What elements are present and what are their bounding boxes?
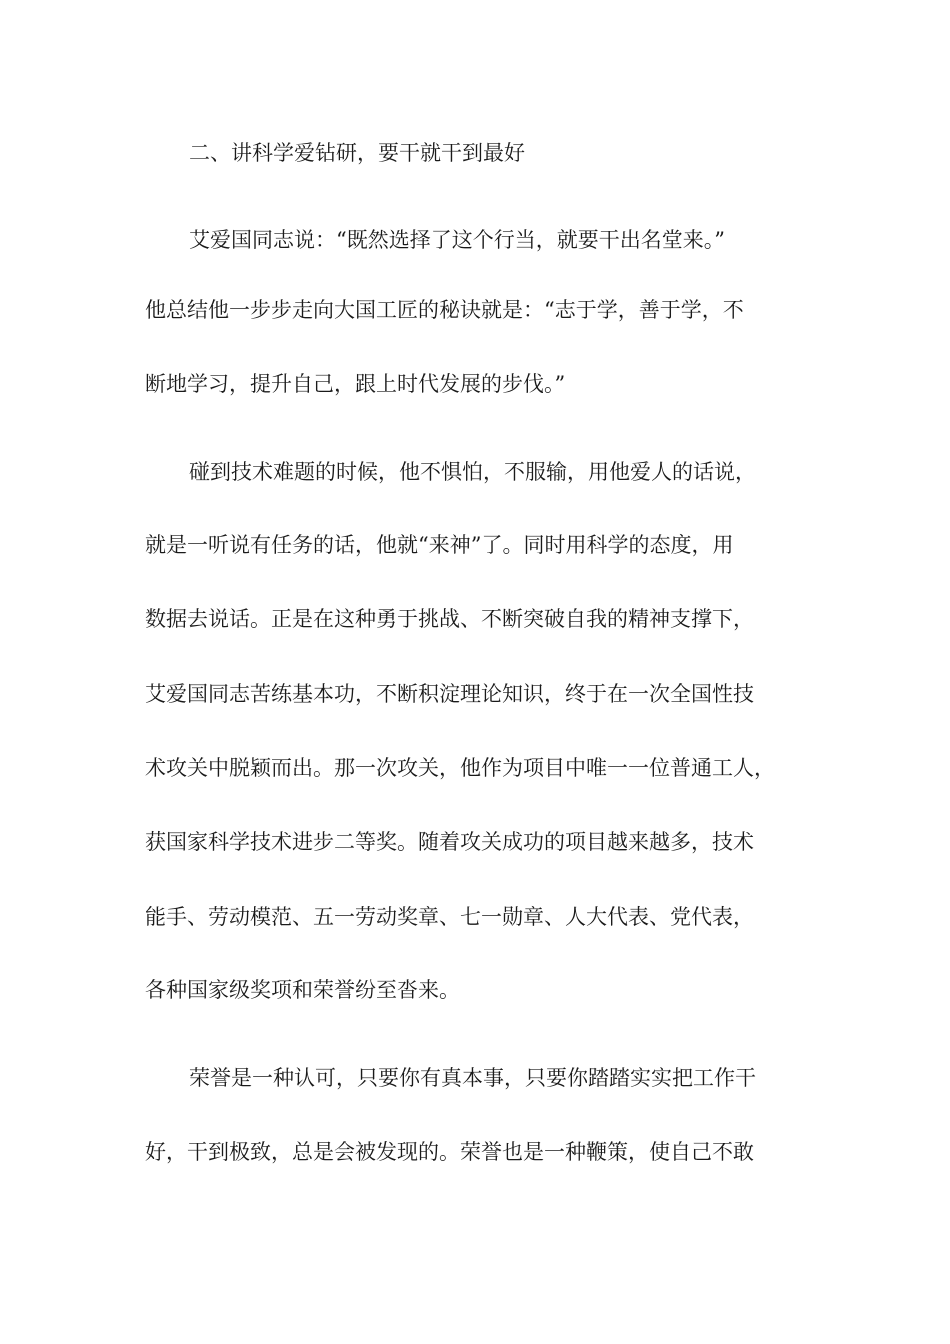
paragraph-line: 断地学习，提升自己，跟上时代发展的步伐。” (145, 372, 566, 396)
paragraph-line: 碰到技术难题的时候，他不惧怕，不服输，用他爱人的话说， (189, 460, 756, 484)
paragraph-line: 数据去说话。正是在这种勇于挑战、不断突破自我的精神支撑下， (145, 607, 754, 631)
paragraph-line: 艾爱国同志说：“既然选择了这个行当，就要干出名堂来。” (189, 228, 725, 252)
paragraph-line: 术攻关中脱颖而出。那一次攻关，他作为项目中唯一一位普通工人， (145, 756, 775, 780)
paragraph-line: 就是一听说有任务的话，他就“来神”了。同时用科学的态度，用 (145, 533, 734, 557)
paragraph-line: 获国家科学技术进步二等奖。随着攻关成功的项目越来越多，技术 (145, 830, 754, 854)
paragraph-line: 他总结他一步步走向大国工匠的秘诀就是：“志于学，善于学，不 (145, 298, 744, 322)
paragraph-line: 艾爱国同志苦练基本功，不断积淀理论知识，终于在一次全国性技 (145, 682, 754, 706)
paragraph-line: 荣誉是一种认可，只要你有真本事，只要你踏踏实实把工作干 (189, 1066, 756, 1090)
paragraph-line: 能手、劳动模范、五一劳动奖章、七一勋章、人大代表、党代表， (145, 905, 754, 929)
paragraph-line: 各种国家级奖项和荣誉纷至沓来。 (145, 978, 460, 1002)
paragraph-line: 好，干到极致，总是会被发现的。荣誉也是一种鞭策，使自己不敢 (145, 1140, 754, 1164)
section-heading: 二、讲科学爱钻研，要干就干到最好 (189, 141, 525, 165)
